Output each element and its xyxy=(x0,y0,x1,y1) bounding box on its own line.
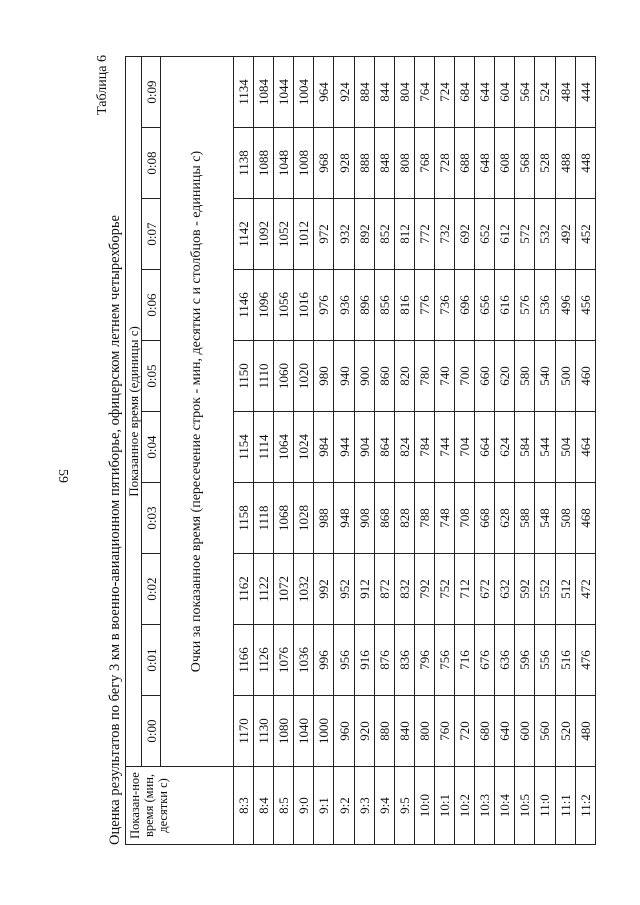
score-cell: 888 xyxy=(354,128,374,199)
score-cell: 1114 xyxy=(254,412,274,483)
score-cell: 1020 xyxy=(294,341,314,412)
score-cell: 1068 xyxy=(274,483,294,554)
score-cell: 1040 xyxy=(294,696,314,767)
table-label: Таблица 6 xyxy=(95,55,110,115)
score-cell: 1170 xyxy=(234,696,254,767)
score-cell: 532 xyxy=(535,199,555,270)
table-row xyxy=(254,57,274,845)
score-cell: 584 xyxy=(515,412,535,483)
score-cell: 460 xyxy=(575,341,595,412)
score-cell: 1024 xyxy=(294,412,314,483)
score-cell: 932 xyxy=(334,199,354,270)
score-cell: 656 xyxy=(475,270,495,341)
score-cell: 628 xyxy=(495,483,515,554)
row-time-cell: 8:5 xyxy=(274,767,294,845)
score-cell: 756 xyxy=(434,625,454,696)
score-cell: 1118 xyxy=(254,483,274,554)
score-cell: 448 xyxy=(575,128,595,199)
score-cell: 1162 xyxy=(234,554,254,625)
table-row xyxy=(535,57,555,845)
column-header: 0:08 xyxy=(142,128,161,199)
table-row xyxy=(495,57,515,845)
score-cell: 1080 xyxy=(274,696,294,767)
score-cell: 580 xyxy=(515,341,535,412)
score-cell: 1110 xyxy=(254,341,274,412)
score-cell: 928 xyxy=(334,128,354,199)
score-cell: 844 xyxy=(374,57,394,128)
score-cell: 572 xyxy=(515,199,535,270)
score-cell: 836 xyxy=(394,625,414,696)
score-cell: 712 xyxy=(455,554,475,625)
score-cell: 720 xyxy=(455,696,475,767)
score-cell: 576 xyxy=(515,270,535,341)
row-time-cell: 9:3 xyxy=(354,767,374,845)
score-cell: 564 xyxy=(515,57,535,128)
score-cell: 644 xyxy=(475,57,495,128)
score-cell: 660 xyxy=(475,341,495,412)
score-cell: 852 xyxy=(374,199,394,270)
score-cell: 964 xyxy=(314,57,334,128)
column-header: 0:04 xyxy=(142,412,161,483)
score-cell: 552 xyxy=(535,554,555,625)
score-cell: 880 xyxy=(374,696,394,767)
score-cell: 800 xyxy=(414,696,434,767)
score-cell: 988 xyxy=(314,483,334,554)
score-cell: 604 xyxy=(495,57,515,128)
score-cell: 1096 xyxy=(254,270,274,341)
score-cell: 1060 xyxy=(274,341,294,412)
row-time-cell: 8:3 xyxy=(234,767,254,845)
score-cell: 980 xyxy=(314,341,334,412)
score-cell: 568 xyxy=(515,128,535,199)
score-cell: 652 xyxy=(475,199,495,270)
score-cell: 1056 xyxy=(274,270,294,341)
row-time-cell: 10:4 xyxy=(495,767,515,845)
score-cell: 876 xyxy=(374,625,394,696)
score-cell: 856 xyxy=(374,270,394,341)
score-cell: 716 xyxy=(455,625,475,696)
score-cell: 616 xyxy=(495,270,515,341)
score-cell: 596 xyxy=(515,625,535,696)
score-cell: 952 xyxy=(334,554,354,625)
score-cell: 832 xyxy=(394,554,414,625)
rotated-table-block xyxy=(95,55,615,845)
score-cell: 456 xyxy=(575,270,595,341)
column-header: 0:02 xyxy=(142,554,161,625)
score-cell: 812 xyxy=(394,199,414,270)
score-cell: 1092 xyxy=(254,199,274,270)
score-cell: 1044 xyxy=(274,57,294,128)
score-cell: 508 xyxy=(555,483,575,554)
table-row xyxy=(334,57,354,845)
score-cell: 696 xyxy=(455,270,475,341)
score-cell: 640 xyxy=(495,696,515,767)
score-cell: 776 xyxy=(414,270,434,341)
score-cell: 1122 xyxy=(254,554,274,625)
score-cell: 996 xyxy=(314,625,334,696)
row-time-cell: 9:2 xyxy=(334,767,354,845)
score-cell: 872 xyxy=(374,554,394,625)
score-cell: 520 xyxy=(555,696,575,767)
score-cell: 912 xyxy=(354,554,374,625)
score-table xyxy=(125,56,596,845)
score-cell: 1072 xyxy=(274,554,294,625)
score-cell: 536 xyxy=(535,270,555,341)
table-row xyxy=(575,57,595,845)
score-cell: 884 xyxy=(354,57,374,128)
score-cell: 1138 xyxy=(234,128,254,199)
table-row xyxy=(515,57,535,845)
score-cell: 772 xyxy=(414,199,434,270)
score-cell: 480 xyxy=(575,696,595,767)
column-header: 0:07 xyxy=(142,199,161,270)
page-number: 59 xyxy=(55,469,70,483)
score-cell: 752 xyxy=(434,554,454,625)
sub-header: Очки за показанное время (пересечение строк - мин, десятки с и столбцов - единицы с) xyxy=(161,57,234,767)
score-cell: 768 xyxy=(414,128,434,199)
score-cell: 1036 xyxy=(294,625,314,696)
score-cell: 1028 xyxy=(294,483,314,554)
row-time-cell: 9:1 xyxy=(314,767,334,845)
score-cell: 828 xyxy=(394,483,414,554)
table-body xyxy=(234,57,596,845)
row-time-cell: 10:2 xyxy=(455,767,475,845)
table-row xyxy=(434,57,454,845)
column-header: 0:05 xyxy=(142,341,161,412)
score-cell: 908 xyxy=(354,483,374,554)
score-cell: 796 xyxy=(414,625,434,696)
table-row xyxy=(274,57,294,845)
score-cell: 1088 xyxy=(254,128,274,199)
score-cell: 816 xyxy=(394,270,414,341)
table-row xyxy=(475,57,495,845)
score-cell: 664 xyxy=(475,412,495,483)
score-cell: 1012 xyxy=(294,199,314,270)
score-cell: 740 xyxy=(434,341,454,412)
score-cell: 984 xyxy=(314,412,334,483)
score-cell: 528 xyxy=(535,128,555,199)
score-cell: 600 xyxy=(515,696,535,767)
score-cell: 732 xyxy=(434,199,454,270)
score-cell: 764 xyxy=(414,57,434,128)
score-cell: 780 xyxy=(414,341,434,412)
score-cell: 444 xyxy=(575,57,595,128)
score-cell: 472 xyxy=(575,554,595,625)
score-cell: 484 xyxy=(555,57,575,128)
corner-header: Показан-ное время (мин, десятки с) xyxy=(126,767,234,845)
score-cell: 1016 xyxy=(294,270,314,341)
row-time-cell: 10:3 xyxy=(475,767,495,845)
group-header: Показанное время (единицы с) xyxy=(126,57,142,767)
table-row xyxy=(394,57,414,845)
score-cell: 1076 xyxy=(274,625,294,696)
row-time-cell: 10:1 xyxy=(434,767,454,845)
score-cell: 868 xyxy=(374,483,394,554)
score-cell: 1126 xyxy=(254,625,274,696)
score-cell: 500 xyxy=(555,341,575,412)
score-cell: 1146 xyxy=(234,270,254,341)
table-title: Оценка результатов по бегу 3 км в военно-авиационном пятиборье, офицерском летнем четырехборье xyxy=(107,215,123,845)
table-row xyxy=(354,57,374,845)
score-cell: 792 xyxy=(414,554,434,625)
score-cell: 900 xyxy=(354,341,374,412)
column-header: 0:03 xyxy=(142,483,161,554)
score-cell: 944 xyxy=(334,412,354,483)
score-cell: 588 xyxy=(515,483,535,554)
score-cell: 724 xyxy=(434,57,454,128)
score-cell: 972 xyxy=(314,199,334,270)
score-cell: 804 xyxy=(394,57,414,128)
score-cell: 808 xyxy=(394,128,414,199)
score-cell: 556 xyxy=(535,625,555,696)
score-cell: 1064 xyxy=(274,412,294,483)
score-cell: 1158 xyxy=(234,483,254,554)
score-cell: 468 xyxy=(575,483,595,554)
score-cell: 1084 xyxy=(254,57,274,128)
score-cell: 1032 xyxy=(294,554,314,625)
score-cell: 860 xyxy=(374,341,394,412)
score-cell: 668 xyxy=(475,483,495,554)
score-cell: 864 xyxy=(374,412,394,483)
score-cell: 1052 xyxy=(274,199,294,270)
score-cell: 1134 xyxy=(234,57,254,128)
score-cell: 1000 xyxy=(314,696,334,767)
table-row xyxy=(314,57,334,845)
score-cell: 840 xyxy=(394,696,414,767)
row-time-cell: 9:5 xyxy=(394,767,414,845)
score-cell: 672 xyxy=(475,554,495,625)
score-cell: 684 xyxy=(455,57,475,128)
score-cell: 708 xyxy=(455,483,475,554)
column-header: 0:01 xyxy=(142,625,161,696)
score-cell: 524 xyxy=(535,57,555,128)
score-cell: 512 xyxy=(555,554,575,625)
score-cell: 788 xyxy=(414,483,434,554)
score-cell: 516 xyxy=(555,625,575,696)
score-cell: 636 xyxy=(495,625,515,696)
table-row xyxy=(555,57,575,845)
row-time-cell: 11:0 xyxy=(535,767,555,845)
score-cell: 924 xyxy=(334,57,354,128)
score-cell: 680 xyxy=(475,696,495,767)
score-cell: 744 xyxy=(434,412,454,483)
score-cell: 676 xyxy=(475,625,495,696)
score-cell: 848 xyxy=(374,128,394,199)
score-cell: 992 xyxy=(314,554,334,625)
score-cell: 452 xyxy=(575,199,595,270)
score-cell: 624 xyxy=(495,412,515,483)
score-cell: 1166 xyxy=(234,625,254,696)
score-cell: 496 xyxy=(555,270,575,341)
score-cell: 1048 xyxy=(274,128,294,199)
table-row xyxy=(374,57,394,845)
score-cell: 492 xyxy=(555,199,575,270)
score-cell: 1130 xyxy=(254,696,274,767)
table-row xyxy=(294,57,314,845)
score-cell: 464 xyxy=(575,412,595,483)
score-cell: 544 xyxy=(535,412,555,483)
score-cell: 960 xyxy=(334,696,354,767)
column-header: 0:06 xyxy=(142,270,161,341)
column-header: 0:09 xyxy=(142,57,161,128)
score-cell: 956 xyxy=(334,625,354,696)
score-cell: 784 xyxy=(414,412,434,483)
score-cell: 948 xyxy=(334,483,354,554)
score-cell: 940 xyxy=(334,341,354,412)
score-cell: 648 xyxy=(475,128,495,199)
score-cell: 688 xyxy=(455,128,475,199)
score-cell: 1142 xyxy=(234,199,254,270)
row-time-cell: 10:0 xyxy=(414,767,434,845)
score-cell: 704 xyxy=(455,412,475,483)
table-row xyxy=(455,57,475,845)
score-cell: 548 xyxy=(535,483,555,554)
score-cell: 560 xyxy=(535,696,555,767)
score-cell: 1008 xyxy=(294,128,314,199)
row-time-cell: 10:5 xyxy=(515,767,535,845)
score-cell: 608 xyxy=(495,128,515,199)
column-header: 0:00 xyxy=(142,696,161,767)
row-time-cell: 9:0 xyxy=(294,767,314,845)
score-cell: 820 xyxy=(394,341,414,412)
score-cell: 632 xyxy=(495,554,515,625)
score-cell: 504 xyxy=(555,412,575,483)
score-cell: 540 xyxy=(535,341,555,412)
score-cell: 760 xyxy=(434,696,454,767)
score-cell: 896 xyxy=(354,270,374,341)
score-cell: 476 xyxy=(575,625,595,696)
score-cell: 620 xyxy=(495,341,515,412)
score-cell: 936 xyxy=(334,270,354,341)
row-time-cell: 11:2 xyxy=(575,767,595,845)
score-cell: 916 xyxy=(354,625,374,696)
score-cell: 892 xyxy=(354,199,374,270)
row-time-cell: 9:4 xyxy=(374,767,394,845)
score-cell: 700 xyxy=(455,341,475,412)
score-cell: 1154 xyxy=(234,412,254,483)
column-header-row xyxy=(142,57,161,845)
score-cell: 1004 xyxy=(294,57,314,128)
table-row xyxy=(414,57,434,845)
score-cell: 612 xyxy=(495,199,515,270)
score-cell: 976 xyxy=(314,270,334,341)
score-cell: 1150 xyxy=(234,341,254,412)
score-cell: 920 xyxy=(354,696,374,767)
score-cell: 488 xyxy=(555,128,575,199)
score-cell: 904 xyxy=(354,412,374,483)
score-cell: 968 xyxy=(314,128,334,199)
row-time-cell: 11:1 xyxy=(555,767,575,845)
score-cell: 824 xyxy=(394,412,414,483)
score-cell: 728 xyxy=(434,128,454,199)
table-row xyxy=(234,57,254,845)
score-cell: 692 xyxy=(455,199,475,270)
score-cell: 748 xyxy=(434,483,454,554)
score-cell: 592 xyxy=(515,554,535,625)
score-cell: 736 xyxy=(434,270,454,341)
row-time-cell: 8:4 xyxy=(254,767,274,845)
